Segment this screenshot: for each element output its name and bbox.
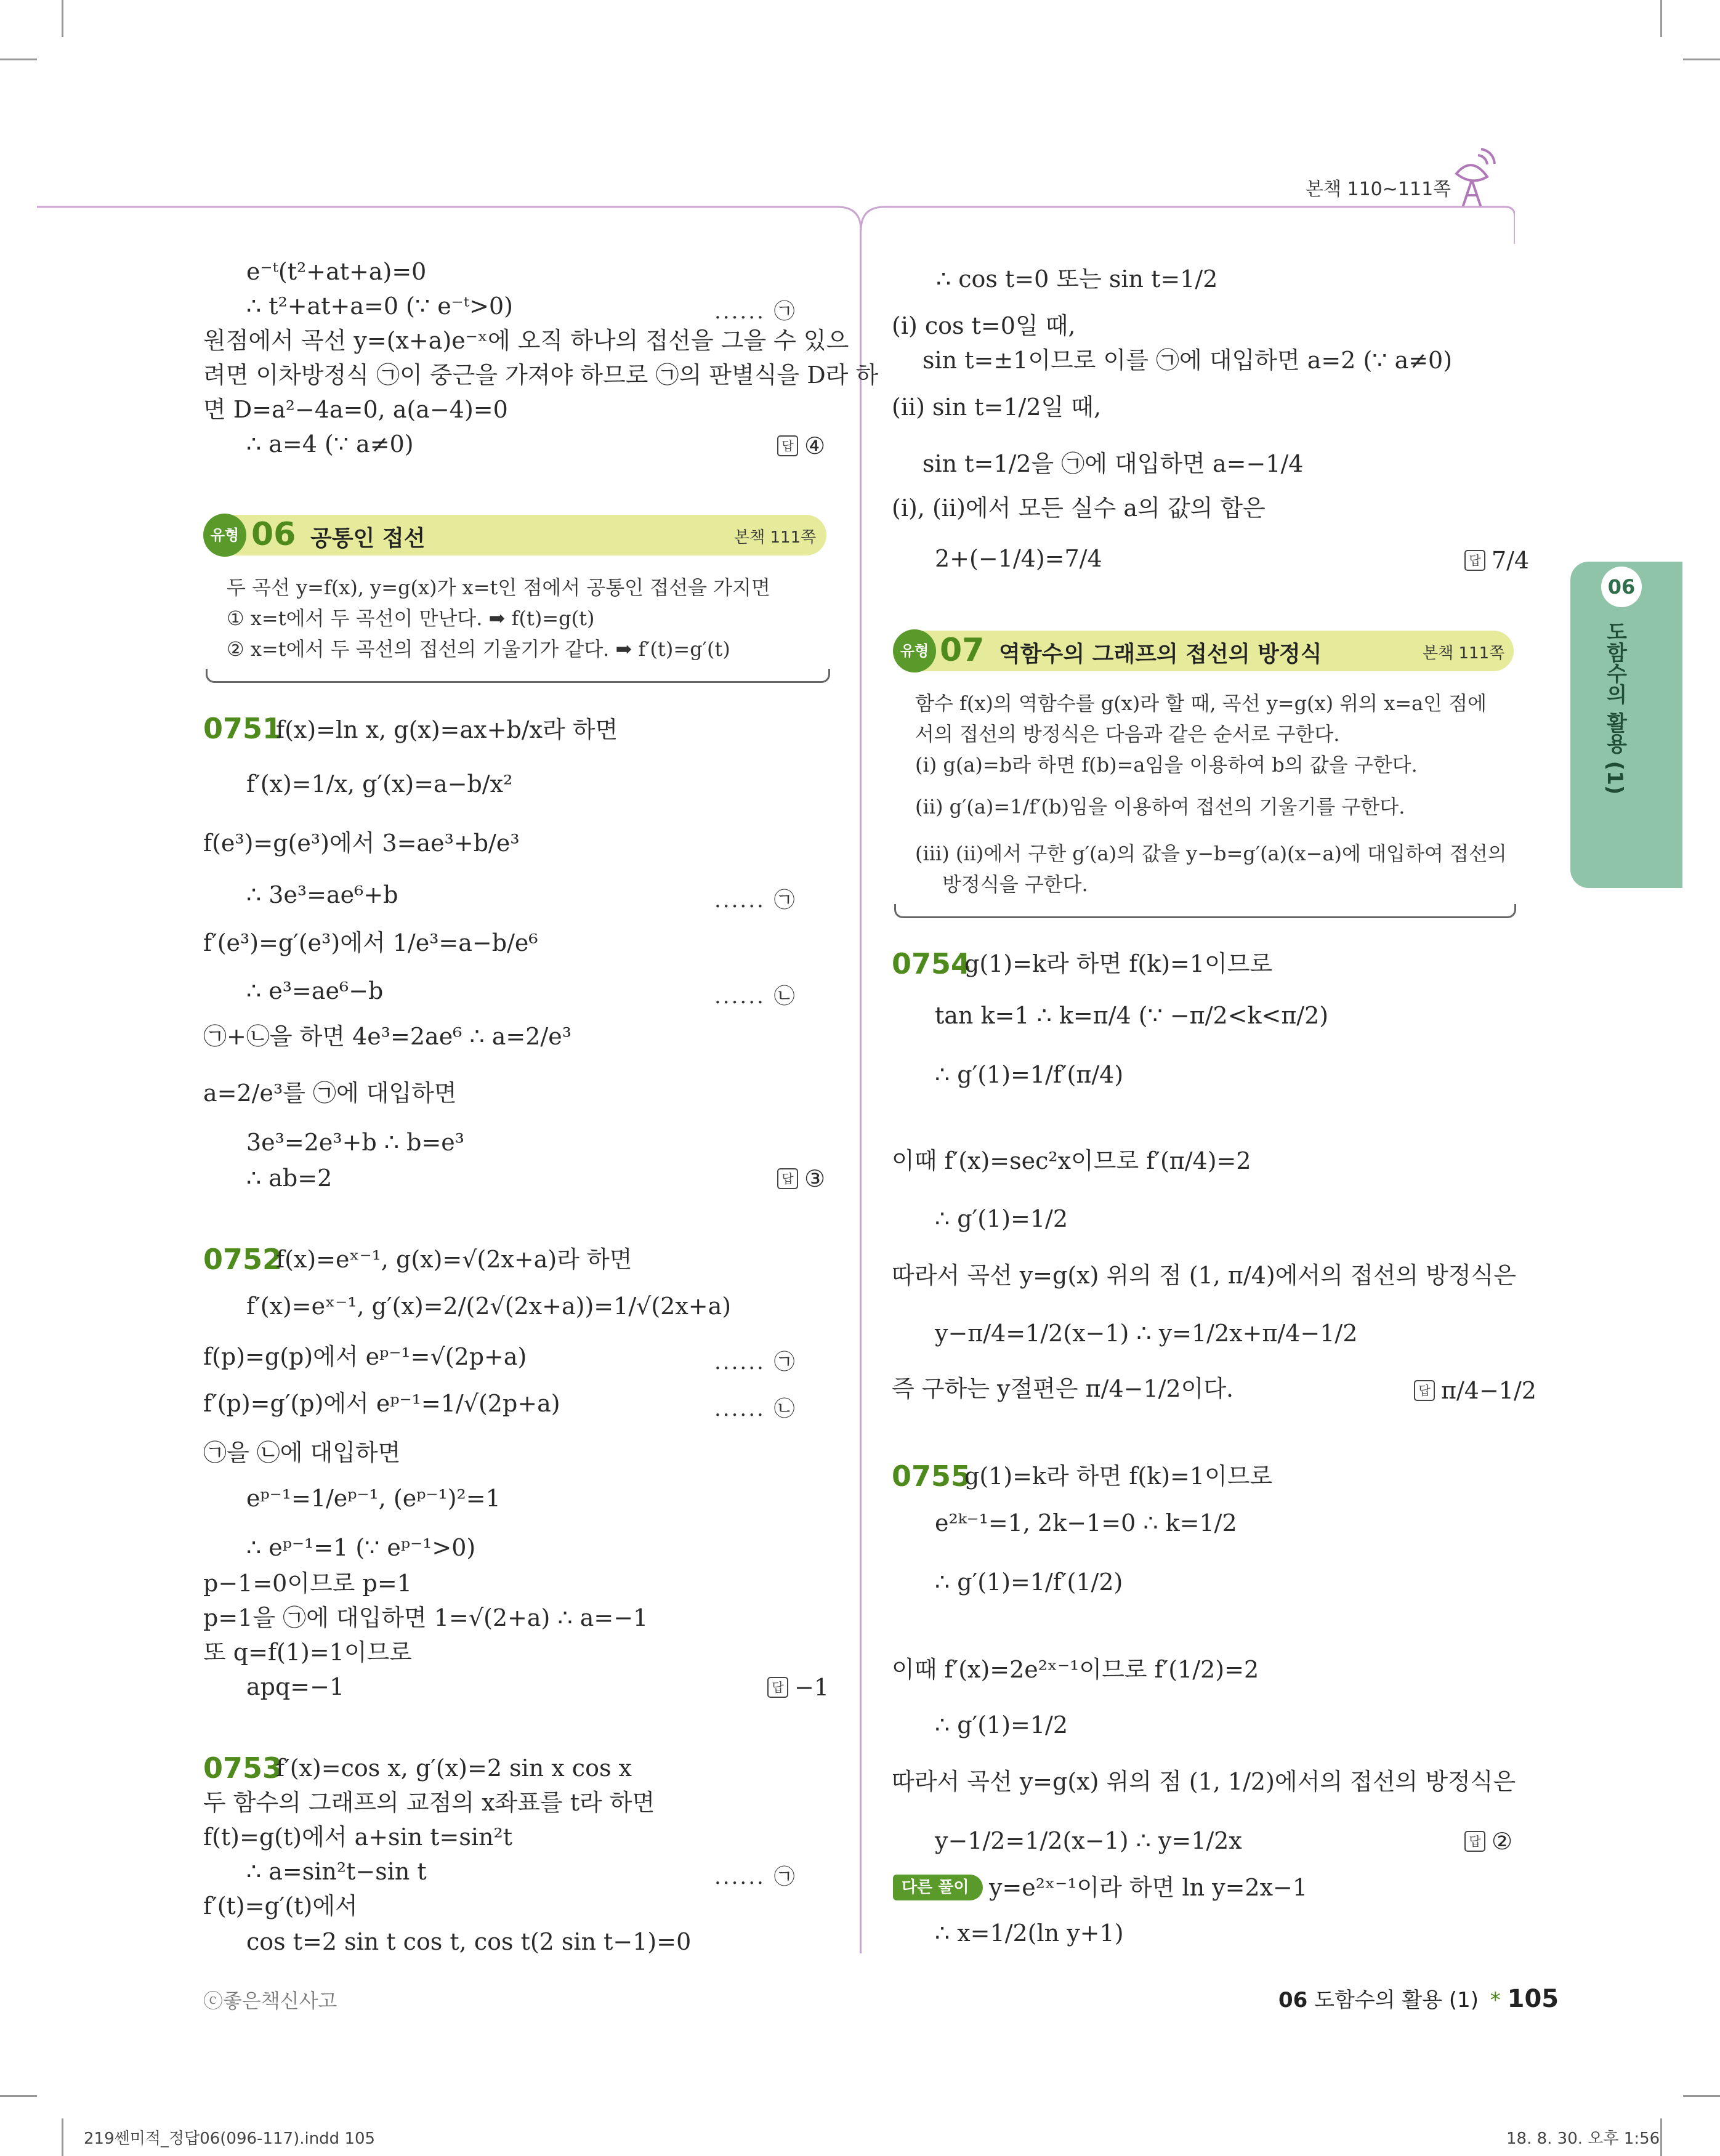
solution-line: tan k=1 ∴ k=π/4 (∵ −π/2<k<π/2)	[935, 1002, 1329, 1029]
type-text: 두 곡선 y=f(x), y=g(x)가 x=t인 점에서 공통인 접선을 가지면	[227, 576, 770, 599]
solution-line: 이때 f′(x)=sec²x이므로 f′(π/4)=2	[892, 1147, 1251, 1174]
solution-line: ㉠+㉡을 하면 4e³=2ae⁶ ∴ a=2/e³	[203, 1023, 571, 1050]
solution-line: ∴ ab=2	[246, 1165, 333, 1192]
solution-line: ∴ g′(1)=1/2	[935, 1711, 1068, 1738]
slug-file: 219쎈미적_정답06(096-117).indd 105	[84, 2130, 376, 2148]
solution-line: 이때 f′(x)=2e²ˣ⁻¹이므로 f′(1/2)=2	[892, 1656, 1259, 1683]
crop-mark	[1660, 0, 1662, 37]
solution-line: y−π/4=1/2(x−1) ∴ y=1/2x+π/4−1/2	[935, 1320, 1358, 1347]
solution-line: p−1=0이므로 p=1	[203, 1570, 412, 1597]
solution-line: y=e²ˣ⁻¹이라 하면 ln y=2x−1	[989, 1874, 1308, 1901]
chapter-side-tab	[1570, 562, 1682, 888]
type-num: 06	[251, 516, 296, 553]
answer-label: 답	[777, 1168, 798, 1189]
solution-line: cos t=2 sin t cos t, cos t(2 sin t−1)=0	[246, 1928, 692, 1955]
answer-label: 답	[1414, 1380, 1435, 1401]
answer-label: 답	[777, 435, 798, 456]
solution-line: eᵖ⁻¹=1/eᵖ⁻¹, (eᵖ⁻¹)²=1	[246, 1485, 501, 1512]
publisher: ⓒ좋은책신사고	[203, 1989, 337, 2013]
problem-number: 0751	[203, 712, 283, 745]
solution-line: f′(x)=cos x, g′(x)=2 sin x cos x	[276, 1754, 632, 1782]
solution-line: 따라서 곡선 y=g(x) 위의 점 (1, 1/2)에서의 접선의 방정식은	[892, 1768, 1516, 1795]
type-text: ② x=t에서 두 곡선의 접선의 기울기가 같다. ➡ f′(t)=g′(t)	[227, 637, 730, 661]
solution-line: f′(p)=g′(p)에서 eᵖ⁻¹=1/√(2p+a)	[203, 1390, 560, 1417]
footer-chapter-num: 06	[1278, 1988, 1308, 2013]
right-top-line: (ⅱ) sin t=1/2일 때,	[892, 394, 1102, 421]
left-top-line: e⁻ᵗ(t²+at+a)=0	[246, 258, 427, 285]
side-tab-title: 도함수의 활용 (1)	[1602, 621, 1627, 795]
answer-value: −1	[794, 1674, 830, 1701]
type-text: (ⅰ) g(a)=b라 하면 f(b)=a임을 이용하여 b의 값을 구한다.	[915, 753, 1418, 777]
answer-value: ②	[1492, 1828, 1513, 1855]
right-top-line: sin t=±1이므로 이를 ㉠에 대입하면 a=2 (∵ a≠0)	[923, 347, 1453, 374]
type-badge: 유형	[893, 629, 936, 672]
solution-line: ㉠을 ㉡에 대입하면	[203, 1439, 401, 1466]
page-number: 105	[1507, 1985, 1559, 2013]
alt-solution-badge: 다른 풀이	[893, 1875, 983, 1900]
solution-line: a=2/e³를 ㉠에 대입하면	[203, 1080, 457, 1107]
solution-line: f′(x)=eˣ⁻¹, g′(x)=2/(2√(2x+a))=1/√(2x+a)	[246, 1293, 732, 1320]
solution-line: ∴ 3e³=ae⁶+b	[246, 881, 398, 908]
crop-mark	[1683, 59, 1720, 60]
crop-mark	[62, 2118, 63, 2156]
solution-line: f′(e³)=g′(e³)에서 1/e³=a−b/e⁶	[203, 929, 538, 956]
solution-line: f(x)=eˣ⁻¹, g(x)=√(2x+a)라 하면	[276, 1246, 632, 1273]
solution-line: 따라서 곡선 y=g(x) 위의 점 (1, π/4)에서의 접선의 방정식은	[892, 1262, 1516, 1289]
header-ref: 본책 110~111쪽	[1306, 179, 1452, 200]
eq-marker: ...... ㉠	[714, 299, 797, 324]
solution-line: ∴ x=1/2(ln y+1)	[935, 1920, 1124, 1947]
eq-marker: ...... ㉠	[714, 888, 797, 913]
left-top-line: ∴ t²+at+a=0 (∵ e⁻ᵗ>0)	[246, 293, 513, 320]
right-top-line: ∴ cos t=0 또는 sin t=1/2	[936, 265, 1218, 293]
left-top-line: 원점에서 곡선 y=(x+a)e⁻ˣ에 오직 하나의 접선을 그을 수 있으	[203, 327, 849, 354]
answer	[777, 1165, 825, 1192]
type-num: 07	[940, 632, 985, 669]
solution-line: 또 q=f(1)=1이므로	[203, 1639, 412, 1666]
answer-label: 답	[767, 1677, 788, 1698]
right-top-line: 2+(−1/4)=7/4	[935, 545, 1102, 572]
right-top-line: (ⅰ) cos t=0일 때,	[892, 312, 1076, 339]
right-top-line: (ⅰ), (ⅱ)에서 모든 실수 a의 값의 합은	[892, 495, 1266, 522]
type-title: 공통인 접선	[310, 526, 426, 551]
problem-number: 0752	[203, 1243, 283, 1276]
header-divider	[37, 196, 1515, 245]
left-top-line: 려면 이차방정식 ㉠이 중근을 가져야 하므로 ㉠의 판별식을 D라 하	[203, 361, 879, 389]
crop-mark	[1660, 2118, 1662, 2156]
solution-line: f′(x)=1/x, g′(x)=a−b/x²	[246, 770, 513, 797]
eq-marker: ...... ㉡	[714, 1397, 797, 1421]
solution-line: ∴ g′(1)=1/f′(1/2)	[935, 1569, 1123, 1596]
type-text: ① x=t에서 두 곡선이 만난다. ➡ f(t)=g(t)	[227, 607, 595, 630]
problem-number: 0755	[892, 1460, 971, 1493]
solution-line: f′(t)=g′(t)에서	[203, 1892, 358, 1920]
type-text: (ⅲ) (ⅱ)에서 구한 g′(a)의 값을 y−b=g′(a)(x−a)에 대입하여 접선의	[915, 842, 1507, 865]
solution-line: p=1을 ㉠에 대입하면 1=√(2+a) ∴ a=−1	[203, 1604, 648, 1631]
solution-line: 3e³=2e³+b ∴ b=e³	[246, 1129, 465, 1156]
eq-marker: ...... ㉡	[714, 984, 797, 1009]
answer-label: 답	[1464, 1831, 1485, 1852]
solution-line: ∴ a=sin²t−sin t	[246, 1858, 427, 1885]
answer-value: 7/4	[1492, 547, 1530, 574]
solution-line: apq=−1	[246, 1673, 345, 1700]
side-tab-num: 06	[1601, 567, 1642, 607]
answer-value: ③	[804, 1165, 826, 1192]
left-top-line: 면 D=a²−4a=0, a(a−4)=0	[203, 396, 508, 423]
slug-date: 18. 8. 30. 오후 1:56	[1506, 2130, 1660, 2148]
answer	[1414, 1377, 1536, 1404]
answer-value: ④	[804, 432, 826, 459]
eq-marker: ...... ㉠	[714, 1350, 797, 1375]
type-text: 함수 f(x)의 역함수를 g(x)라 할 때, 곡선 y=g(x) 위의 x=a인 점에	[915, 692, 1487, 715]
column-divider	[860, 229, 862, 1953]
solution-line: 두 함수의 그래프의 교점의 x좌표를 t라 하면	[203, 1789, 655, 1816]
problem-number: 0753	[203, 1751, 283, 1785]
solution-line: ∴ g′(1)=1/2	[935, 1205, 1068, 1232]
box-bracket	[894, 904, 1516, 918]
crop-mark	[0, 59, 37, 60]
solution-line: f(x)=ln x, g(x)=ax+b/x라 하면	[276, 716, 618, 743]
solution-line: f(e³)=g(e³)에서 3=ae³+b/e³	[203, 830, 520, 857]
solution-line: f(t)=g(t)에서 a+sin t=sin²t	[203, 1823, 513, 1851]
solution-line: 즉 구하는 y절편은 π/4−1/2이다.	[892, 1375, 1234, 1402]
crop-mark	[62, 0, 63, 37]
box-bracket	[206, 669, 830, 683]
answer-label: 답	[1464, 550, 1485, 571]
type-ref: 본책 111쪽	[1423, 644, 1505, 663]
type-text: 서의 접선의 방정식은 다음과 같은 순서로 구한다.	[915, 722, 1340, 746]
solution-line: e²ᵏ⁻¹=1, 2k−1=0 ∴ k=1/2	[935, 1509, 1237, 1536]
solution-line: f(p)=g(p)에서 eᵖ⁻¹=√(2p+a)	[203, 1343, 527, 1370]
type-ref: 본책 111쪽	[734, 528, 817, 547]
solution-line: g(1)=k라 하면 f(k)=1이므로	[964, 1463, 1273, 1490]
answer	[1464, 1828, 1512, 1855]
footer-star: *	[1490, 1988, 1501, 2013]
solution-line: ∴ g′(1)=1/f′(π/4)	[935, 1061, 1124, 1088]
type-text: (ⅱ) g′(a)=1/f′(b)임을 이용하여 접선의 기울기를 구한다.	[915, 795, 1405, 818]
solution-line: ∴ e³=ae⁶−b	[246, 977, 384, 1004]
crop-mark	[0, 2095, 37, 2097]
type-text: 방정식을 구한다.	[942, 873, 1088, 896]
answer-value: π/4−1/2	[1441, 1377, 1536, 1404]
left-top-line: ∴ a=4 (∵ a≠0)	[246, 430, 414, 458]
eq-marker: ...... ㉠	[714, 1865, 797, 1889]
problem-number: 0754	[892, 947, 971, 980]
answer	[1464, 547, 1529, 574]
crop-mark	[1683, 2095, 1720, 2097]
solution-line: ∴ eᵖ⁻¹=1 (∵ eᵖ⁻¹>0)	[246, 1534, 476, 1561]
type-title: 역함수의 그래프의 접선의 방정식	[999, 642, 1322, 667]
solution-line: y−1/2=1/2(x−1) ∴ y=1/2x	[935, 1827, 1242, 1854]
right-top-line: sin t=1/2을 ㉠에 대입하면 a=−1/4	[923, 450, 1304, 477]
footer-chapter-title: 도함수의 활용 (1)	[1314, 1988, 1479, 2013]
answer	[777, 432, 825, 459]
footer-chapter	[1278, 1983, 1559, 2013]
solution-line: g(1)=k라 하면 f(k)=1이므로	[964, 950, 1273, 977]
type-badge: 유형	[203, 514, 246, 557]
answer	[767, 1674, 829, 1701]
